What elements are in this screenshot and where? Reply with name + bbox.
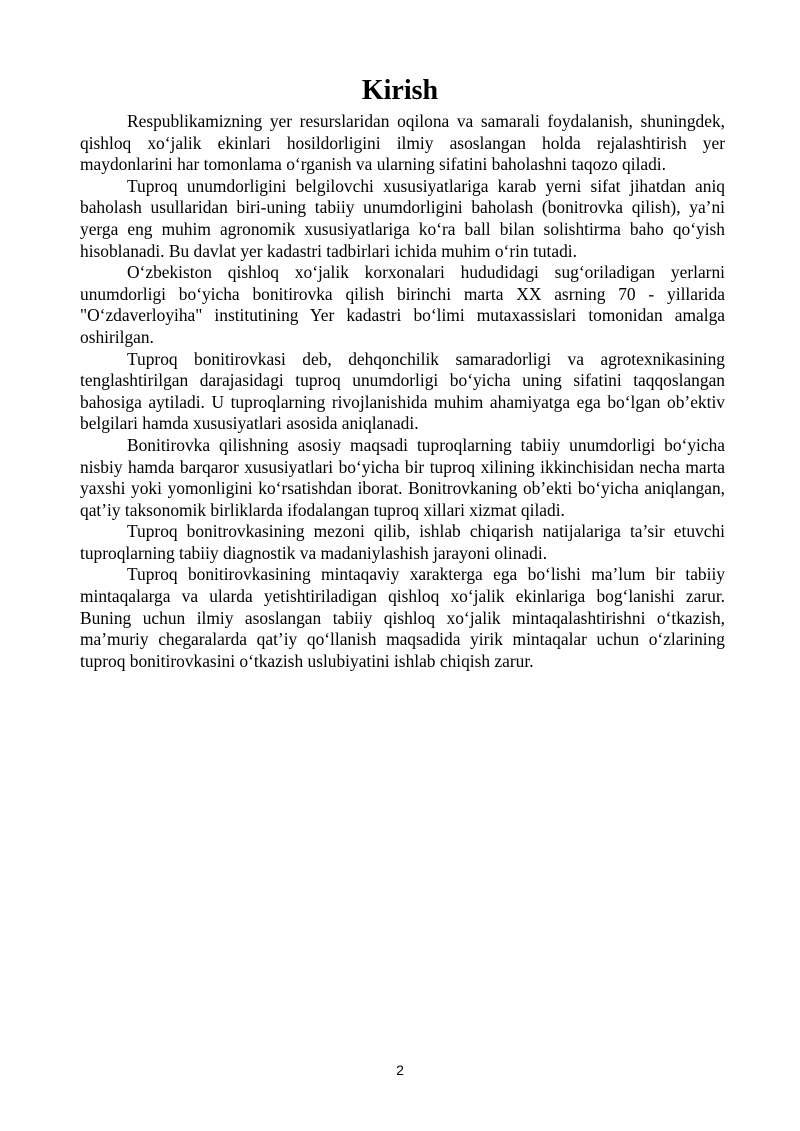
paragraph: Tuproq unumdorligini belgilovchi xususiyatlariga karab yerni sifat jihatdan aniq baholash usullaridan biri-uning tabiiy unumdorligini baholash (bonitrovka qilish), ya’ni yerga eng muhim agronomik xususiyatlariga ko‘ra ball bilan solishtirma baho qo‘yish hisoblanadi. Bu davlat yer kadastri tadbirlari ichida muhim o‘rin tutadi. — [80, 175, 725, 261]
paragraph: Tuproq bonitrovkasining mezoni qilib, ishlab chiqarish natijalariga ta’sir etuvchi tuproqlarning tabiiy diagnostik va madaniylashish jarayoni olinadi. — [80, 521, 725, 563]
page-title: Kirish — [361, 75, 439, 106]
paragraph: O‘zbekiston qishloq xo‘jalik korxonalari hududidagi sug‘oriladigan yerlarni unumdorligi bo‘yicha bonitirovka qilish birinchi marta XX asrning 70 - yillarida "O‘zdaverloyiha" institutining Yer kadastri bo‘limi mutaxassislari tomonidan amalga oshirilgan. — [80, 262, 725, 347]
page-number: 2 — [396, 1062, 404, 1078]
body-text — [80, 111, 725, 672]
paragraph: Tuproq bonitirovkasining mintaqaviy xarakterga ega bo‘lishi ma’lum bir tabiiy mintaqalarga va ularda yetishtiriladigan qishloq xo‘jalik ekinlariga bog‘lanishi zarur. Buning uchun ilmiy asoslangan tabiiy qishloq xo‘jalik mintaqalashtirishni o‘tkazish, ma’muriy chegaralarda qat’iy qo‘llanish maqsadida yirik mintaqalar uchun o‘zlarining tuproq bonitirovkasini o‘tkazish uslubiyatini ishlab chiqish zarur. — [80, 564, 725, 671]
paragraph: Bonitirovka qilishning asosiy maqsadi tuproqlarning tabiiy unumdorligi bo‘yicha nisbiy hamda barqaror xususiyatlari bo‘yicha bir tuproq xilining ikkinchisidan necha marta yaxshi yoki yomonligini ko‘rsatishdan iborat. Bonitrovkaning ob’ekti bo‘yicha aniqlangan, qat’iy taksonomik birliklarda ifodalangan tuproq xillari xizmat qiladi. — [80, 434, 725, 520]
paragraph: Respublikamizning yer resurslaridan oqilona va samarali foydalanish, shuningdek, qishloq xo‘jalik ekinlari hosildorligini ilmiy asoslangan holda rejalashtirish yer maydonlarini har tomonlama o‘rganish va ularning sifatini baholashni taqozo qiladi. — [80, 111, 725, 175]
paragraph: Tuproq bonitirovkasi deb, dehqonchilik samaradorligi va agrotexnikasining tenglashtirilgan darajasidagi tuproq unumdorligi bo‘yicha uning sifatini taqqoslangan bahosiga aytiladi. U tuproqlarning rivojlanishida muhim ahamiyatga ega bo‘lgan ob’ektiv belgilari hamda xususiyatlari asosida aniqlanadi. — [80, 348, 725, 434]
